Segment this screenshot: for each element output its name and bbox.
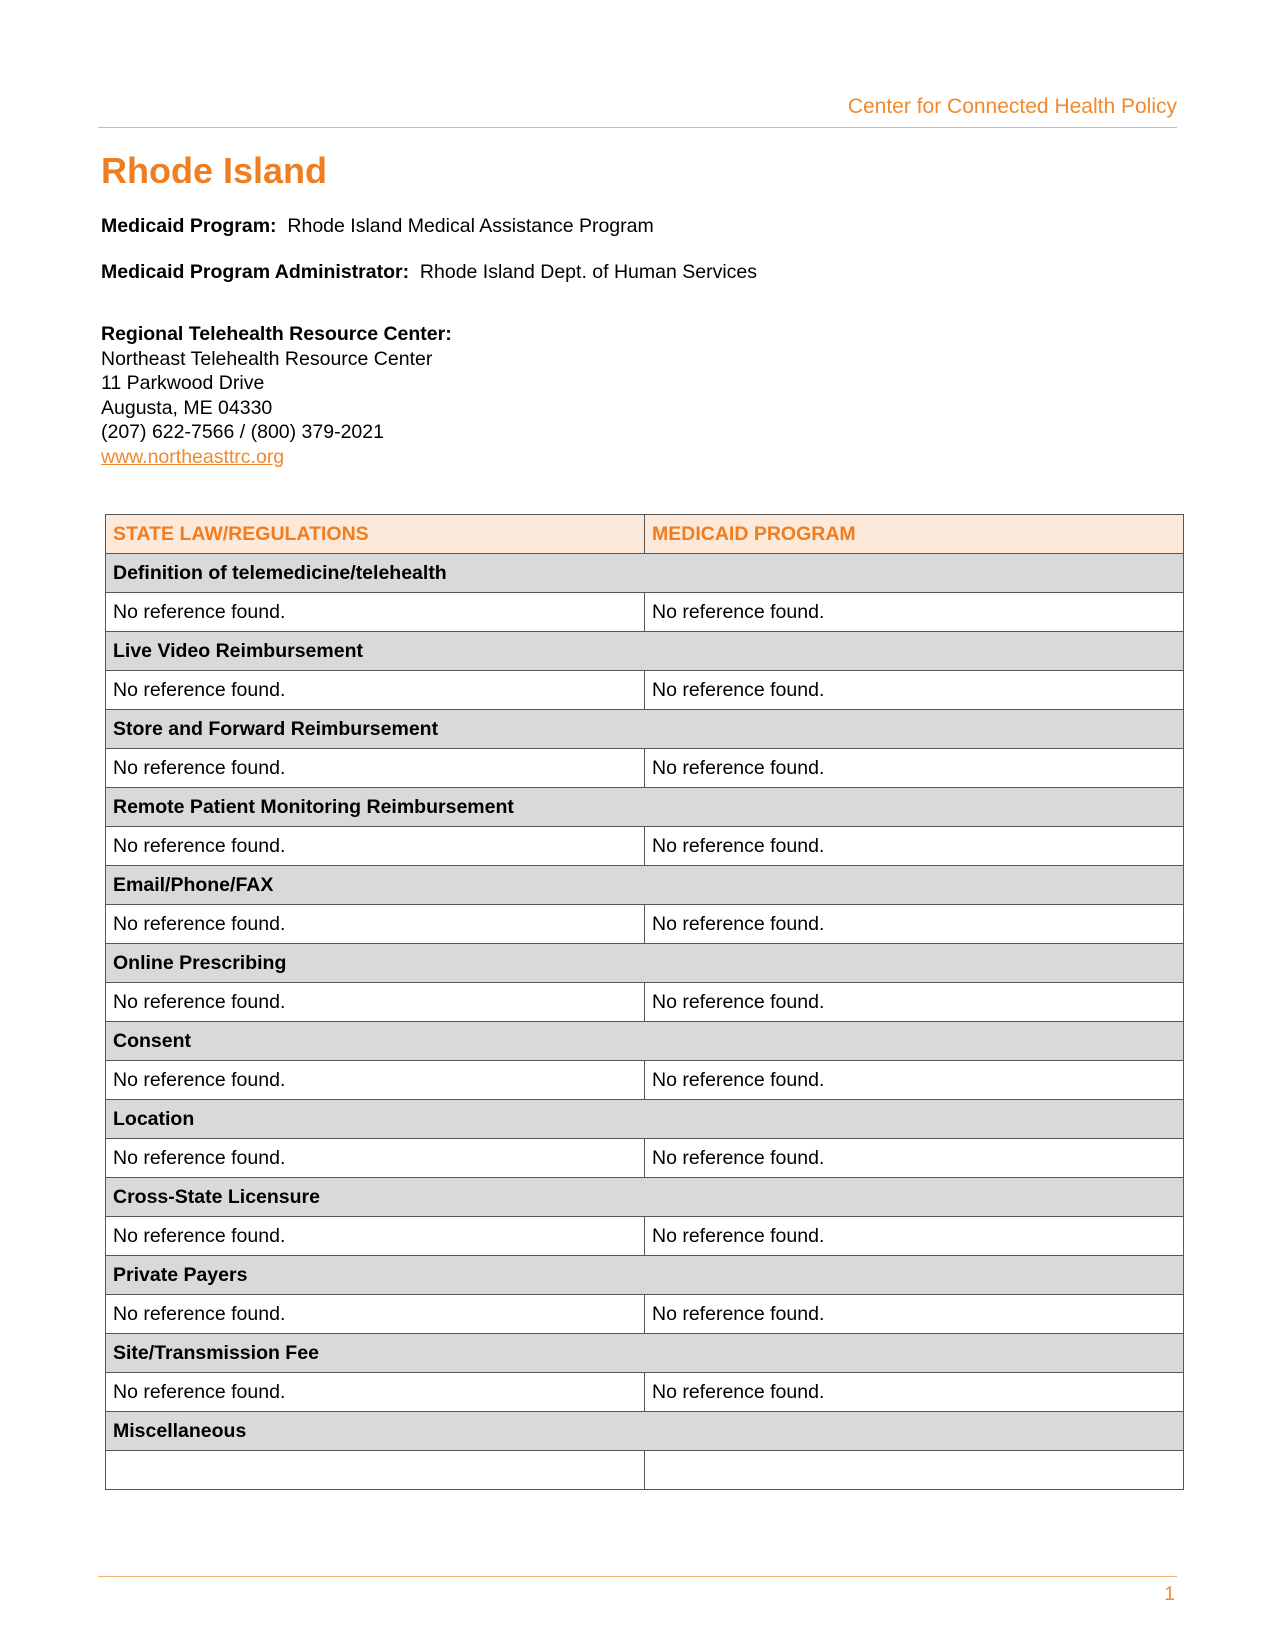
rtrc-label: Regional Telehealth Resource Center: [101,323,452,345]
medicaid-cell: No reference found. [645,905,1184,944]
rtrc-address-line1: 11 Parkwood Drive [101,372,265,394]
state-law-cell: No reference found. [106,1217,645,1256]
rtrc-block [101,322,452,469]
section-title: Store and Forward Reimbursement [106,710,1184,749]
state-law-cell: No reference found. [106,827,645,866]
section-row [106,1334,1184,1373]
table-row [106,749,1184,788]
state-law-cell: No reference found. [106,983,645,1022]
table-row [106,827,1184,866]
table-row [106,1217,1184,1256]
table-row [106,983,1184,1022]
section-row [106,944,1184,983]
section-title: Location [106,1100,1184,1139]
medicaid-program-line [101,214,654,238]
section-title: Site/Transmission Fee [106,1334,1184,1373]
table-row [106,593,1184,632]
medicaid-cell [645,1451,1184,1490]
section-title: Remote Patient Monitoring Reimbursement [106,788,1184,827]
table-row [106,1061,1184,1100]
state-law-cell: No reference found. [106,671,645,710]
state-law-cell: No reference found. [106,1061,645,1100]
section-title: Miscellaneous [106,1412,1184,1451]
section-row [106,788,1184,827]
table-header-row [106,515,1184,554]
section-row [106,1100,1184,1139]
section-title: Cross-State Licensure [106,1178,1184,1217]
header-divider [98,127,1177,128]
rtrc-website-link[interactable]: www.northeasttrc.org [101,445,285,468]
section-row [106,1022,1184,1061]
section-title: Online Prescribing [106,944,1184,983]
page-number: 1 [1164,1584,1175,1605]
section-row [106,1412,1184,1451]
footer-divider [98,1576,1177,1577]
section-row [106,1178,1184,1217]
medicaid-cell: No reference found. [645,671,1184,710]
table-row [106,671,1184,710]
table-row [106,1373,1184,1412]
section-title: Definition of telemedicine/telehealth [106,554,1184,593]
section-row [106,554,1184,593]
column-header-state: STATE LAW/REGULATIONS [106,515,645,554]
medicaid-program-label: Medicaid Program: [101,215,277,237]
medicaid-admin-value: Rhode Island Dept. of Human Services [419,261,758,283]
section-row [106,866,1184,905]
medicaid-cell: No reference found. [645,1139,1184,1178]
medicaid-cell: No reference found. [645,983,1184,1022]
page-title: Rhode Island [101,150,328,191]
state-law-cell: No reference found. [106,905,645,944]
medicaid-cell: No reference found. [645,1373,1184,1412]
state-law-cell: No reference found. [106,593,645,632]
table-row [106,1139,1184,1178]
table-row [106,905,1184,944]
medicaid-cell: No reference found. [645,593,1184,632]
state-law-cell: No reference found. [106,1295,645,1334]
state-law-cell [106,1451,645,1490]
section-row [106,1256,1184,1295]
medicaid-cell: No reference found. [645,1217,1184,1256]
table-body [106,554,1184,1490]
policy-table [105,514,1184,1490]
medicaid-cell: No reference found. [645,1295,1184,1334]
section-title: Email/Phone/FAX [106,866,1184,905]
rtrc-name: Northeast Telehealth Resource Center [101,347,433,370]
medicaid-admin-line [101,260,757,284]
rtrc-phone: (207) 622-7566 / (800) 379-2021 [101,421,384,443]
section-row [106,632,1184,671]
medicaid-cell: No reference found. [645,749,1184,788]
medicaid-program-value: Rhode Island Medical Assistance Program [287,215,654,237]
state-law-cell: No reference found. [106,749,645,788]
section-title: Live Video Reimbursement [106,632,1184,671]
section-title: Private Payers [106,1256,1184,1295]
medicaid-cell: No reference found. [645,1061,1184,1100]
section-title: Consent [106,1022,1184,1061]
section-row [106,710,1184,749]
state-law-cell: No reference found. [106,1139,645,1178]
table-row [106,1295,1184,1334]
table-row [106,1451,1184,1490]
header-org-name: Center for Connected Health Policy [847,95,1177,118]
rtrc-address-line2: Augusta, ME 04330 [101,396,273,419]
column-header-medicaid: MEDICAID PROGRAM [645,515,1184,554]
state-law-cell: No reference found. [106,1373,645,1412]
medicaid-admin-label: Medicaid Program Administrator: [101,261,410,283]
medicaid-cell: No reference found. [645,827,1184,866]
